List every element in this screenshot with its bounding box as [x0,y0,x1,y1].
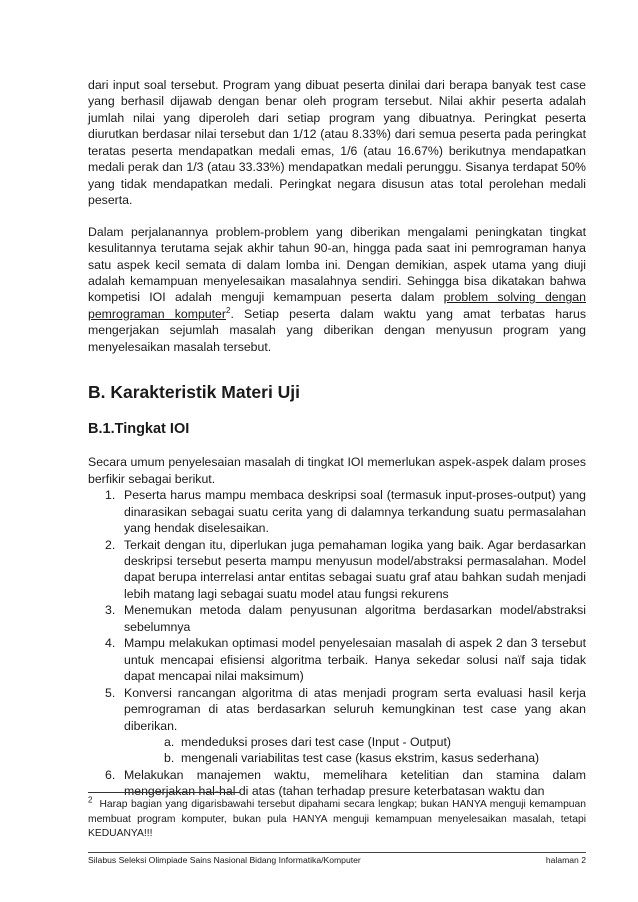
paragraph-text-end: . Setiap peserta dalam waktu yang amat terbatas harus mengerjakan sejumlah masalah yang diberikan dengan menyusun program yang menyelesaikan masalah tersebut. [88,306,586,354]
list-item-text: Menemukan metoda dalam penyusunan algoritma berdasarkan model/abstraksi sebelumnya [124,603,586,634]
list-item [88,635,586,684]
footnote-reference: 2 [226,305,231,315]
list-item [88,537,586,603]
list-item-text: Melakukan manajemen waktu, memelihara ketelitian dan stamina dalam mengerjakan hal-hal di atas (tahan terhadap presure keterbatasan waktu dan [124,767,586,799]
paragraph-problem-solving [88,224,586,356]
list-number: 5. [105,685,116,700]
list-item [88,487,586,536]
sub-list-item-text: mendeduksi proses dari test case (Input - Output) [181,734,451,749]
list-item [88,767,586,800]
list-item-text: Mampu melakukan optimasi model penyelesaian masalah di aspek 2 dan 3 tersebut untuk mencapai efisiensi algoritma terbaik. Hanya sekedar solusi naïf saja tidak dapat mencapai nilai maksimum) [124,636,586,684]
sub-list-label: b. [164,751,175,766]
footer-document-title: Silabus Seleksi Olimpiade Sains Nasional Bidang Informatika/Komputer [88,855,361,865]
paragraph-text: Dalam perjalanannya problem-problem yang diberikan mengalami peningkatan tingkat kesulitannya terutama sejak akhir tahun 90-an, hingga pada saat ini pemrograman hanya satu aspek kecil semata di dalam lomba ini. Dengan demikian, aspek utama yang diuji adalah kemampuan menyelesaikan masalahnya sendiri. Sehingga bisa dikatakan bahwa kompetisi IOI adalah menguji kemampuan peserta dalam [88,224,586,305]
sub-list-item [124,750,586,766]
section-heading-b: B. Karakteristik Materi Uji [88,382,301,403]
sub-list-item-text: mengenali variabilitas test case (kasus ekstrim, kasus sederhana) [181,751,540,766]
footnote-text: Harap bagian yang digarisbawahi tersebut dipahami secara lengkap; bukan HANYA menguji kemampuan membuat program komputer, bukan pula HANYA menguji kemampuan menyelesaikan masalah, tetapi KEDUANYA!!! [88,799,586,840]
subsection-heading-b1: B.1.Tingkat IOI [88,421,190,438]
list-item-text: Terkait dengan itu, diperlukan juga pemahaman logika yang baik. Agar berdasarkan deskripsi tersebut peserta mampu menyusun model/abstraksi permasalahan. Model dapat berupa interrelasi antar entitas sebagai suatu graf atau bahkan sudah menjadi lebih matang lagi sebagai suatu model atau fungsi rekurens [124,537,586,601]
list-number: 1. [105,488,116,503]
list-item-text: Konversi rancangan algoritma di atas menjadi program serta evaluasi hasil kerja pemrograman di atas berdasarkan seluruh kemungkinan test case yang akan diberikan. [124,685,586,733]
footnote [88,795,586,842]
list-number: 4. [105,636,116,651]
sub-list-item [124,734,586,750]
footnote-mark: 2 [88,795,93,805]
sub-list [124,734,586,767]
footnote-separator [88,792,240,793]
footer-page-number: halaman 2 [545,855,586,865]
sub-list-label: a. [164,734,175,749]
footer-separator [88,852,586,853]
list-number: 3. [105,603,116,618]
main-content [88,77,586,800]
aspect-list [88,487,586,800]
list-number: 2. [105,537,116,552]
list-item [88,685,586,767]
list-item [88,602,586,635]
paragraph-scoring: dari input soal tersebut. Program yang dibuat peserta dinilai dari berapa banyak test case yang berhasil dijawab dengan benar oleh program tersebut. Nilai akhir peserta adalah jumlah nilai yang diperoleh dari setiap program yang dibuatnya. Peringkat peserta diurutkan berdasar nilai tersebut dan 1/12 (atau 8.33%) dari semua peserta pada peringkat teratas peserta mendapatkan medali emas, 1/6 (atau 16.67%) berikutnya mendapatkan medali perak dan 1/3 (atau 33.33%) mendapatkan medali perunggu. Sisanya terdapat 50% yang tidak mendapatkan medali. Peringkat negara disusun atas total perolehan medali peserta. [88,78,586,208]
intro-paragraph: Secara umum penyelesaian masalah di tingkat IOI memerlukan aspek-aspek dalam proses berfikir sebagai berikut. [88,455,586,486]
list-number: 6. [105,767,116,782]
list-item-text: Peserta harus mampu membaca deskripsi soal (termasuk input-proses-output) yang dinarasikan sebagai suatu cerita yang di dalamnya terkandung suatu permasalahan yang hendak diselesaikan. [124,488,586,536]
underlined-phrase: problem solving dengan pemrograman komputer [88,290,586,321]
